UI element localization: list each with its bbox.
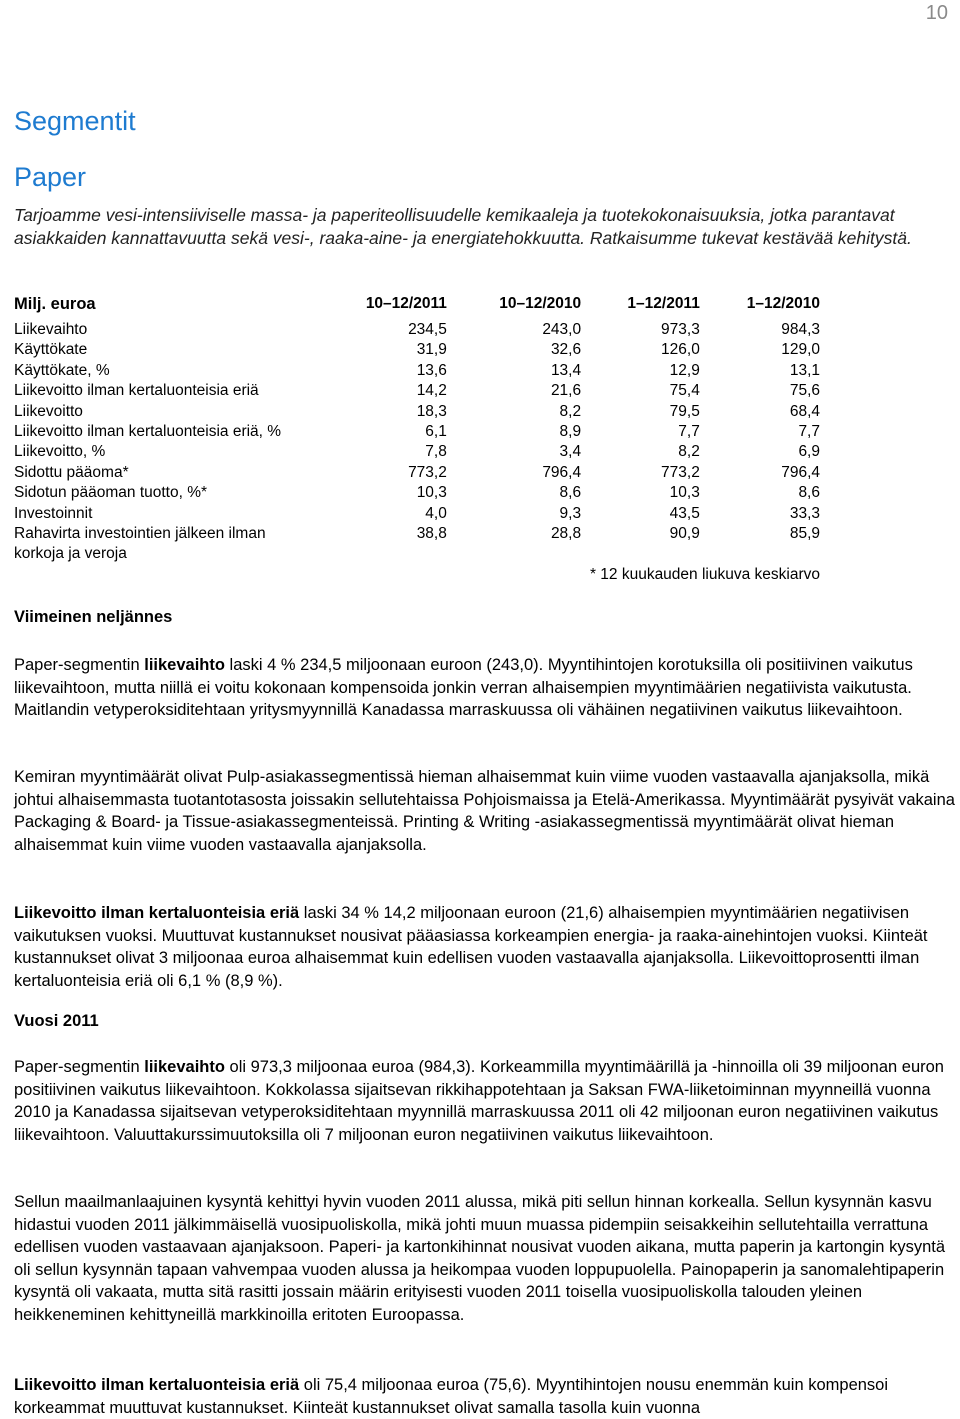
footnote-row xyxy=(14,565,820,585)
table-cell: 68,4 xyxy=(789,402,820,420)
table-cell: 8,6 xyxy=(798,484,820,502)
table-cell: 773,2 xyxy=(408,463,447,481)
table-row xyxy=(14,361,820,381)
table-cell: 3,4 xyxy=(559,443,582,461)
table-cell: 14,2 xyxy=(416,382,447,400)
table-cell: 90,9 xyxy=(669,525,700,543)
table-row xyxy=(14,504,820,524)
table-cell: 7,7 xyxy=(798,423,820,441)
table-cell: 9,3 xyxy=(559,504,582,522)
table-cell: 10,3 xyxy=(669,484,700,502)
row-label: Investoinnit xyxy=(14,504,93,522)
table-footnote: * 12 kuukauden liukuva keskiarvo xyxy=(589,565,820,583)
table-cell: 75,6 xyxy=(789,382,820,400)
unit-label: Milj. euroa xyxy=(14,295,96,313)
table-cell: 973,3 xyxy=(661,321,700,338)
table-cell: 28,8 xyxy=(550,525,582,543)
paragraph: Sellun maailmanlaajuinen kysyntä kehittyi hyvin vuoden 2011 alussa, mikä piti sellun hinnan korkealla. Sellun kysynnän kasvu hidastui vuoden 2011 jälkimmäisellä vuosipuoliskolla, mikä johti muun muassa pidempiin seisakkeihin sellutehtailla verrattuna edellisen vuoden vastaavaan ajanjaksoon. Paperi- ja kartonkihinnat nousivat vuoden aikana, mutta paperin ja kartongin kysyntä oli sellun kysynnän tapaan vahvempaa vuoden alussa ja heikompaa vuoden loppupuolella. Painopaperin ja sanomalehtipaperin kysyntä oli vakaata, mutta sitä rasitti jossain määrin erityisesti vuoden 2011 toisella vuosipuoliskolla talouden yleinen heikkeneminen kehittyneillä markkinoilla eritoten Euroopassa. xyxy=(14,1193,946,1324)
table-cell: 243,0 xyxy=(542,321,582,338)
row-label: Liikevoitto ilman kertaluonteisia eriä xyxy=(14,382,259,400)
table-cell: 129,0 xyxy=(781,341,820,359)
table-row xyxy=(14,340,820,360)
table-cell: 8,6 xyxy=(559,484,582,502)
column-header: 1–12/2011 xyxy=(627,295,700,312)
page-number: 10 xyxy=(925,2,948,24)
column-header: 10–12/2010 xyxy=(499,295,582,312)
table-cell: 7,7 xyxy=(678,423,700,441)
paragraph: Paper-segmentin liikevaihto oli 973,3 miljoonaa euroa (984,3). Korkeammilla myyntimäärillä ja -hinnoilla oli 39 miljoonan euron positiivinen vaikutus liikevaihtoon. Kokkolassa sijaitsevan rikkihappotehtaan ja Saksan FWA-liiketoiminnan myynneillä vuonna 2010 ja Kanadassa sijaitsevan vetyperoksiditehtaan myynnillä marraskuussa 2011 oli 42 miljoonan euron negatiivinen vaikutus liikevaihtoon. Valuuttakurssimuutoksilla oli 7 miljoonan euron negatiivinen vaikutus liikevaihtoon. xyxy=(14,1058,944,1144)
paragraph: Liikevoitto ilman kertaluonteisia eriä oli 75,4 miljoonaa euroa (75,6). Myyntihintojen nousu enemmän kuin kompensoi korkeammat muuttuvat kustannukset. Kiinteät kustannukset olivat samalla tasolla kuin vuonna xyxy=(14,1376,889,1417)
table-cell: 79,5 xyxy=(669,402,700,420)
table-row xyxy=(14,442,820,462)
table-cell: 13,1 xyxy=(789,361,820,379)
table-cell: 984,3 xyxy=(781,321,820,338)
row-label: Rahavirta investointien jälkeen ilman korkoja ja veroja xyxy=(14,525,266,563)
table-cell: 38,8 xyxy=(416,525,447,543)
table-row xyxy=(14,463,820,483)
table-cell: 4,0 xyxy=(425,504,447,522)
table-cell: 18,3 xyxy=(416,402,447,420)
table-cell: 6,1 xyxy=(425,423,447,441)
intro-text: Tarjoamme vesi-intensiiviselle massa- ja paperiteollisuudelle kemikaaleja ja tuotekokonaisuuksia, jotka parantavat asiakkaiden kannattavuutta sekä vesi-, raaka-aine- ja energiatehokkuutta. Ratkaisumme tukevat kestävää kehitystä. xyxy=(14,205,912,248)
table-row xyxy=(14,320,820,340)
row-label: Sidottu pääoma* xyxy=(14,463,129,481)
table-cell: 85,9 xyxy=(789,525,820,543)
table-cell: 6,9 xyxy=(798,443,820,461)
table-cell: 21,6 xyxy=(550,382,582,400)
table-header-row xyxy=(14,294,820,320)
row-label: Liikevoitto xyxy=(14,402,83,420)
table-cell: 8,9 xyxy=(559,423,582,441)
table-cell: 43,5 xyxy=(669,504,700,522)
row-label: Liikevaihto xyxy=(14,321,88,338)
table-cell: 8,2 xyxy=(678,443,700,461)
segment-heading: Paper xyxy=(14,162,87,192)
section-title-quarter: Viimeinen neljännes xyxy=(14,608,173,626)
table-cell: 31,9 xyxy=(416,341,447,359)
table-row xyxy=(14,402,820,422)
table-cell: 75,4 xyxy=(669,382,700,400)
table-cell: 796,4 xyxy=(781,463,820,481)
table-row xyxy=(14,483,820,503)
table-cell: 8,2 xyxy=(559,402,582,420)
table-cell: 7,8 xyxy=(425,443,447,461)
table-cell: 32,6 xyxy=(550,341,582,359)
column-header: 1–12/2010 xyxy=(746,295,820,312)
page-heading: Segmentit xyxy=(14,106,136,136)
table-cell: 33,3 xyxy=(789,504,820,522)
table-body xyxy=(14,320,820,585)
paragraph: Liikevoitto ilman kertaluonteisia eriä laski 34 % 14,2 miljoonaan euroon (21,6) alhaisempien myyntimäärien negatiivisen vaikutuksen vuoksi. Muuttuvat kustannukset nousivat pääasiassa korkeampien energia- ja raaka-ainehintojen vuoksi. Kiinteät kustannukset olivat 3 miljoonaa euroa alhaisemmat kuin edellisen vuoden vastaavalla ajanjaksolla. Liikevoittoprosentti ilman kertaluonteisia eriä oli 6,1 % (8,9 %). xyxy=(14,904,928,990)
row-label: Liikevoitto ilman kertaluonteisia eriä, % xyxy=(14,423,282,441)
table-row xyxy=(14,381,820,401)
table-cell: 796,4 xyxy=(542,463,582,481)
table-cell: 12,9 xyxy=(669,361,700,379)
paragraph: Paper-segmentin liikevaihto laski 4 % 234,5 miljoonaan euroon (243,0). Myyntihintojen korotuksilla oli positiivinen vaikutus liikevaihtoon, mutta niillä ei voitu kokonaan kompensoida jonkin verran alhaisempien myyntimäärien negatiivista vaikutusta. Maitlandin vetyperoksiditehtaan yritysmyynnillä Kanadassa marraskuussa oli vähäinen negatiivinen vaikutus liikevaihtoon. xyxy=(14,656,913,720)
table-cell: 773,2 xyxy=(661,463,700,481)
row-label: Sidotun pääoman tuotto, %* xyxy=(14,484,208,502)
row-label: Käyttökate, % xyxy=(14,361,110,379)
table-row xyxy=(14,422,820,442)
table-cell: 13,4 xyxy=(550,361,582,379)
table-cell: 13,6 xyxy=(416,361,447,379)
row-label: Liikevoitto, % xyxy=(14,443,106,461)
table-cell: 10,3 xyxy=(416,484,447,502)
paragraph: Kemiran myyntimäärät olivat Pulp-asiakassegmentissä hieman alhaisemmat kuin viime vuoden vastaavalla ajanjaksolla, mikä johtui alhaisemmasta tuotantotasosta joissakin sellutehtaissa Pohjoismaissa ja Etelä-Amerikassa. Myyntimäärät pysyivät vakaina Packaging & Board- ja Tissue-asiakassegmenteissä. Printing & Writing -asiakassegmentissä myyntimäärät olivat hieman alhaisemmat kuin viime vuoden vastaavalla ajanjaksolla. xyxy=(14,768,955,854)
table-cell: 234,5 xyxy=(408,321,447,338)
row-label: Käyttökate xyxy=(14,341,88,359)
table-cell: 126,0 xyxy=(661,341,700,359)
key-figures-table xyxy=(14,294,820,585)
column-header: 10–12/2011 xyxy=(365,295,447,312)
table-row xyxy=(14,524,820,565)
section-title-year: Vuosi 2011 xyxy=(14,1012,99,1030)
